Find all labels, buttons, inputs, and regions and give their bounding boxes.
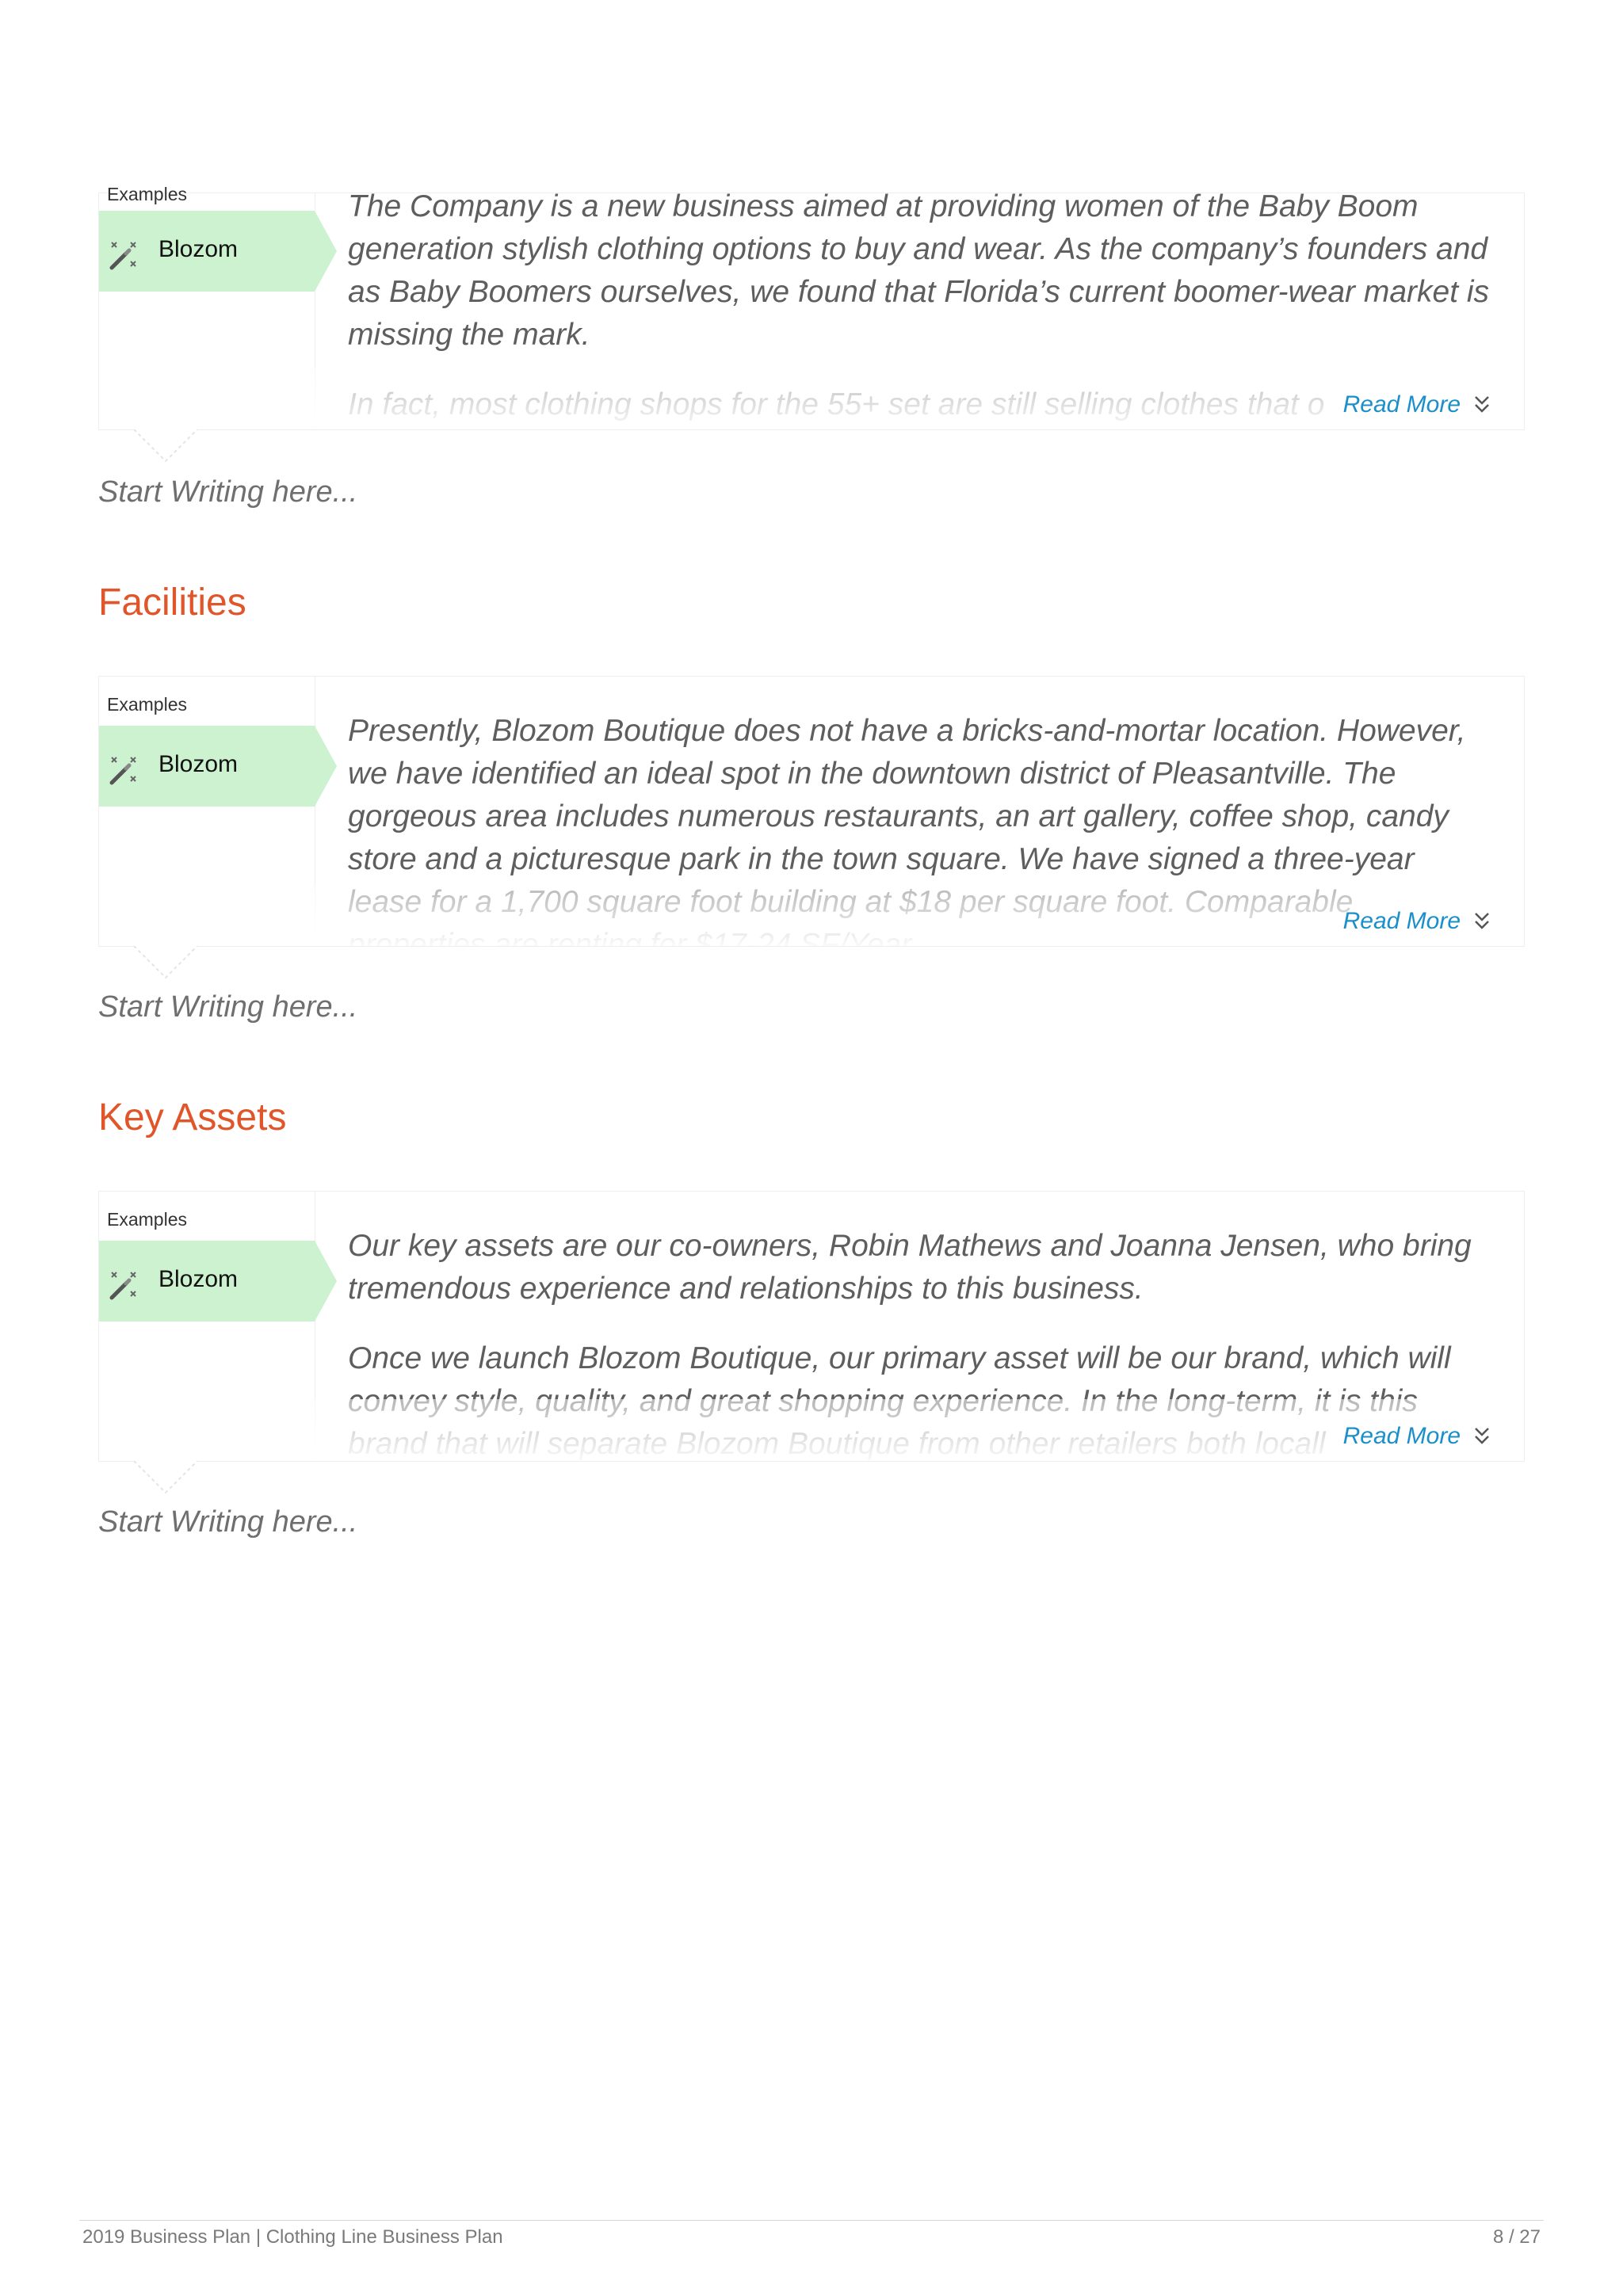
example-paragraph: Presently, Blozom Boutique does not have a bricks-and-mortar location. However, we have identified an ideal spot in the downtown district of Pleasantville. The gorgeous area includes numerous restaurants, an art gallery, coffee shop, candy store and a picturesque park in the town square. We have signed a three-year — [348, 714, 1466, 876]
examples-label: Examples — [107, 694, 187, 715]
read-more-link[interactable] — [1343, 908, 1491, 935]
examples-box-facilities — [98, 676, 1525, 947]
examples-box-company — [98, 184, 1525, 430]
example-tab-label: Blozom — [158, 1266, 239, 1292]
start-writing-field[interactable]: Start Writing here... — [98, 475, 358, 509]
examples-label: Examples — [107, 184, 187, 204]
examples-sidebar — [99, 1192, 315, 1461]
double-chevron-down-icon — [1473, 911, 1491, 932]
example-tab-blozom[interactable] — [99, 211, 315, 292]
examples-sidebar — [99, 677, 315, 946]
read-more-label: Read More — [1342, 908, 1461, 934]
examples-sidebar — [99, 184, 315, 429]
section-title-facilities: Facilities — [98, 582, 246, 624]
read-more-link[interactable] — [1343, 1423, 1491, 1450]
read-more-label: Read More — [1342, 1423, 1461, 1449]
footer-document-title: 2019 Business Plan | Clothing Line Business Plan — [82, 2226, 503, 2248]
start-writing-field[interactable]: Start Writing here... — [98, 1505, 358, 1539]
example-tab-label: Blozom — [158, 751, 239, 777]
example-tab-label: Blozom — [158, 236, 239, 262]
example-paragraph: The Company is a new business aimed at providing women of the Baby Boom generation stylish clothing options to buy and wear. As the company’s founders and as Baby Boomers ourselves, we found that Florida’s current boomer-wear market is missing the mark. — [348, 189, 1490, 352]
examples-box-key-assets — [98, 1191, 1525, 1462]
example-paragraph: Once we launch Blozom Boutique, our primary asset will be our brand, which will — [348, 1341, 1451, 1375]
magic-wand-icon — [107, 239, 140, 273]
callout-pointer — [134, 1461, 197, 1496]
magic-wand-icon — [107, 1269, 140, 1302]
double-chevron-down-icon — [1473, 1426, 1491, 1447]
examples-label: Examples — [107, 1209, 187, 1230]
read-more-label: Read More — [1342, 391, 1461, 418]
footer-divider — [79, 2220, 1544, 2221]
footer-page-number: 8 / 27 — [1492, 2226, 1541, 2248]
example-paragraph: Our key assets are our co-owners, Robin Mathews and Joanna Jensen, who bring tremendous experience and relationships to this business. — [348, 1229, 1472, 1306]
read-more-link[interactable] — [1343, 391, 1491, 418]
section-title-key-assets: Key Assets — [98, 1097, 287, 1138]
callout-pointer — [134, 429, 197, 464]
magic-wand-icon — [107, 754, 140, 788]
double-chevron-down-icon — [1473, 395, 1491, 415]
example-tab-blozom[interactable] — [99, 726, 315, 807]
callout-pointer — [134, 946, 197, 981]
example-tab-blozom[interactable] — [99, 1241, 315, 1322]
start-writing-field[interactable]: Start Writing here... — [98, 990, 358, 1024]
